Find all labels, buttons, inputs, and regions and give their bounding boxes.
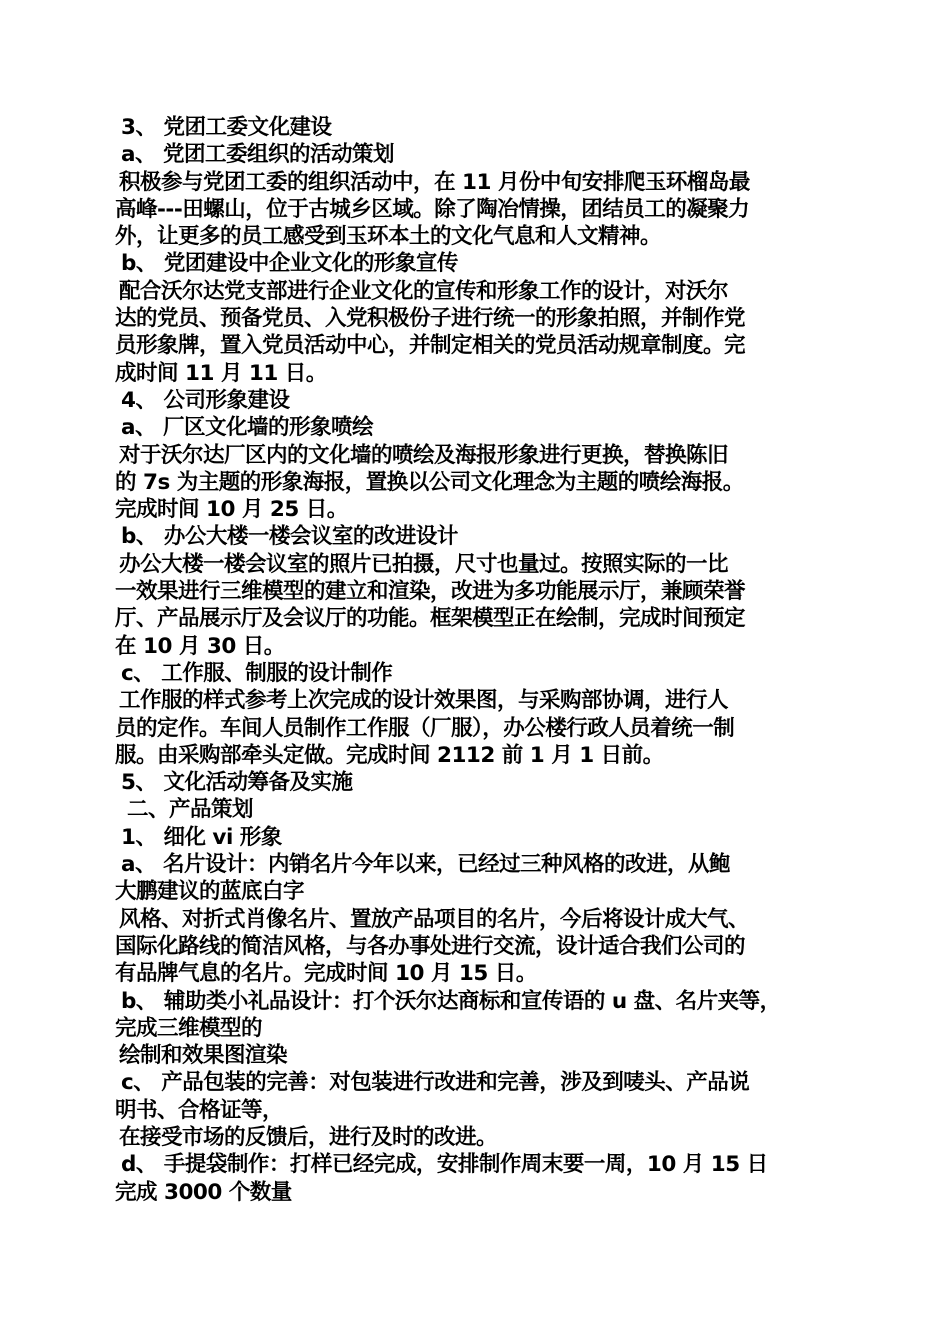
document-text-line: 达的党员、预备党员、入党积极份子进行统一的形象拍照，并制作党 bbox=[115, 306, 746, 332]
document-text-line: 配合沃尔达党支部进行企业文化的宣传和形象工作的设计，对沃尔 bbox=[119, 278, 729, 304]
document-text-line: c、 产品包装的完善：对包装进行改进和完善，涉及到唛头、产品说 bbox=[121, 1070, 750, 1096]
document-text-line: 积极参与党团工委的组织活动中，在 11 月份中旬安排爬玉环榴岛最 bbox=[119, 169, 750, 195]
document-text-line: 完成三维模型的 bbox=[115, 1015, 263, 1041]
document-text-line: 完成时间 10 月 25 日。 bbox=[115, 497, 348, 523]
document-text-line: 4、 公司形象建设 bbox=[121, 387, 290, 413]
document-text-line: 厅、产品展示厅及会议厅的功能。框架模型正在绘制，完成时间预定 bbox=[115, 606, 746, 632]
document-text-line: 办公大楼一楼会议室的照片已拍摄，尺寸也量过。按照实际的一比 bbox=[119, 551, 729, 577]
document-text-line: 明书、合格证等， bbox=[115, 1097, 284, 1123]
document-text-line: 在 10 月 30 日。 bbox=[115, 633, 285, 659]
document-text-line: a、 党团工委组织的活动策划 bbox=[121, 142, 394, 168]
document-text-line: b、 办公大楼一楼会议室的改进设计 bbox=[121, 524, 458, 550]
document-text-line: 3、 党团工委文化建设 bbox=[121, 115, 332, 140]
document-text-line: 对于沃尔达厂区内的文化墙的喷绘及海报形象进行更换，替换陈旧 bbox=[119, 442, 729, 468]
document-text-line: d、 手提袋制作：打样已经完成，安排制作周末要一周，10 月 15 日 bbox=[121, 1152, 768, 1178]
document-text-line: a、 厂区文化墙的形象喷绘 bbox=[121, 415, 373, 441]
document-text-line: 的 7s 为主题的形象海报，置换以公司文化理念为主题的喷绘海报。 bbox=[115, 469, 744, 495]
document-text-line: 5、 文化活动筹备及实施 bbox=[121, 770, 353, 796]
document-text-line: 风格、对折式肖像名片、置放产品项目的名片，今后将设计成大气、 bbox=[119, 906, 750, 932]
document-text-line: 员的定作。车间人员制作工作服（厂服），办公楼行政人员着统一制 bbox=[115, 715, 735, 741]
document-text-line: 成时间 11 月 11 日。 bbox=[115, 360, 327, 386]
document-text-line: 完成 3000 个数量 bbox=[115, 1179, 292, 1205]
document-text-line: 工作服的样式参考上次完成的设计效果图，与采购部协调，进行人 bbox=[119, 688, 729, 714]
document-text-line: 高峰---田螺山，位于古城乡区域。除了陶冶情操，团结员工的凝聚力 bbox=[115, 196, 750, 222]
document-text-line: 绘制和效果图渲染 bbox=[119, 1043, 288, 1069]
document-text-line: 员形象牌，置入党员活动中心，并制定相关的党员活动规章制度。完 bbox=[115, 333, 746, 359]
document-text-line: b、 辅助类小礼品设计：打个沃尔达商标和宣传语的 u 盘、名片夹等， bbox=[121, 988, 781, 1014]
document-text-line: 二、产品策划 bbox=[127, 797, 254, 823]
document-text-line: 一效果进行三维模型的建立和渲染，改进为多功能展示厅，兼顾荣誉 bbox=[115, 579, 746, 605]
document-text-line: 有品牌气息的名片。完成时间 10 月 15 日。 bbox=[115, 961, 537, 987]
document-text-line: b、 党团建设中企业文化的形象宣传 bbox=[121, 251, 458, 277]
document-text-line: 大鹏建议的蓝底白字 bbox=[115, 879, 305, 905]
document-text-line: 在接受市场的反馈后，进行及时的改进。 bbox=[119, 1124, 498, 1150]
document-text-line: 1、 细化 vi 形象 bbox=[121, 824, 282, 850]
document-text-line: c、 工作服、制服的设计制作 bbox=[121, 660, 393, 686]
document-text-line: a、 名片设计：内销名片今年以来，已经过三种风格的改进，从鲍 bbox=[121, 852, 730, 878]
document-text-line: 外，让更多的员工感受到玉环本土的文化气息和人文精神。 bbox=[115, 224, 662, 250]
document-page bbox=[115, 114, 850, 1206]
document-text-line: 国际化路线的简洁风格，与各办事处进行交流，设计适合我们公司的 bbox=[115, 933, 746, 959]
document-text-line: 服。由采购部牵头定做。完成时间 2112 前 1 月 1 日前。 bbox=[115, 742, 664, 768]
